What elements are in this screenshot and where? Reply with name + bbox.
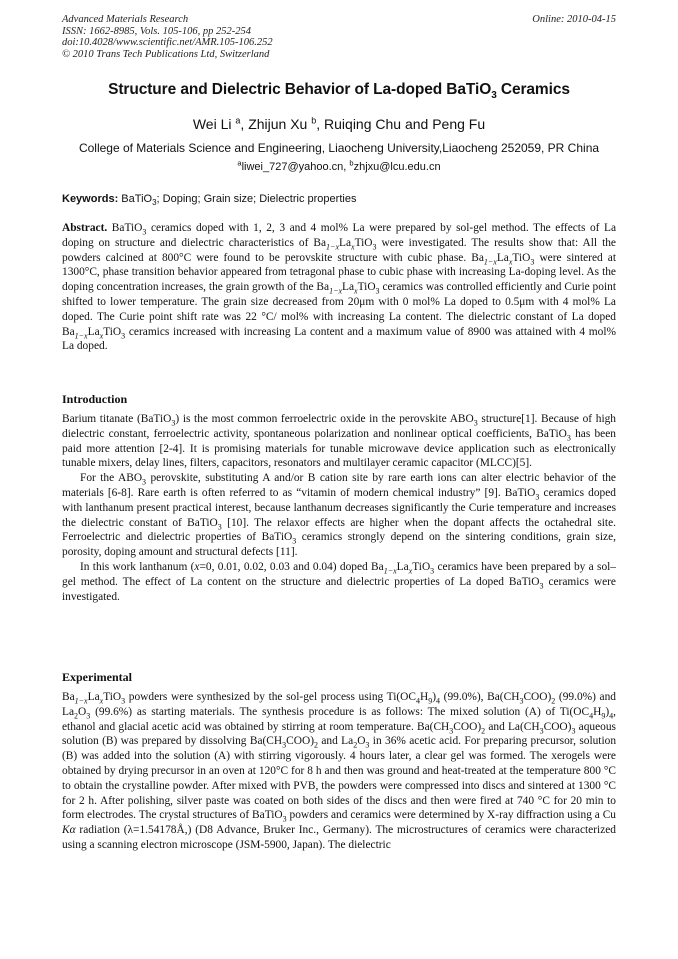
experimental-section <box>62 690 616 853</box>
section-heading-experimental: Experimental <box>62 670 132 684</box>
issn-line: ISSN: 1662-8985, Vols. 105-106, pp 252-254 <box>62 25 251 37</box>
experimental-paragraph: $Ba_{1-x}La_xTiO_3$ powders were synthesized by the sol-gel process using $Ti(OC_4H_9)_4$ (99.0%), $Ba(CH_3COO)_2$ (99.0%) and $La_2O_3$ (99.6%) as starting materials. The synthesis procedure is as follows: The mixed solution (A) of $Ti(OC_4H_9)_4$, ethanol and glacial acetic acid was obtained by stirring at room temperature. $Ba(CH_3COO)_2$ and $La(CH_3COO)_3$ aqueous solution (B) was prepared by dissolving $Ba(CH_3COO)_2$ and $La_2O_3$ in 36% acetic acid. For preparing precursor, solution (B) was added into the solution (A) with stirring vigorously. 4 hours later, a clear gel was formed. The xerogels were obtained by drying precursor in an oven at 120°C for 8 h and then was ground and heat-treated at the temperature 800 °C to obtain the crystalline powder. After mixed with PVB, the powders were compressed into discs and sintered at 1300 °C for 2 h. After polishing, silver paste was coated on both sides of the discs and then were fired at 740 °C for 20 min to form electrodes. The crystal structures of BaTiO$_3$ powders and ceramics were determined by X-ray diffraction using a Cu Kα radiation (λ=1.54178Å,) (D8 Advance, Bruker Inc., Germany). The microstructures of ceramics were characterized using a scanning electron microscope (JSM-5900, Japan). The dielectric <box>62 691 617 851</box>
author-2: Zhijun Xu <box>248 116 308 132</box>
affiliation: College of Materials Science and Engineering, Liaocheng University,Liaocheng 252059, PR China <box>78 141 600 155</box>
online-date: Online: 2010-04-15 <box>532 14 616 25</box>
section-heading-introduction: Introduction <box>62 392 128 406</box>
author-1: Wei Li <box>192 116 232 132</box>
email-b: zhjxu@lcu.edu.cn <box>353 161 441 173</box>
intro-paragraph-3: In this work lanthanum (x=0, 0.01, 0.02, 0.03 and 0.04) doped $Ba_{1-x}La_xTiO_3$ ceramics have been prepared by a sol–gel method. The effect of La content on the structure and dielectric properties of La doped BaTiO$_3$ ceramics were investigated. <box>62 560 616 603</box>
intro-paragraph-2: For the $ABO_3$ perovskite, substituting A and/or B cation site by rare earth ions can alter electric behavior of the materials [6-8]. Rare earth is often referred to as “vitamin of modern chemical industry” [9]. BaTiO$_3$ ceramics doped with lanthanum present practical interest, because lanthanum decreases significantly the Curie temperature and increases the dielectric constant of BaTiO$_3$ [10]. The relaxor effects are higher when the dopant affects the octahedral site. Ferroelectric and dielectric properties of BaTiO$_3$ ceramics strongly depend on the sintering conditions, grain size, porosity, doping amount and structural defects [11]. <box>62 472 616 559</box>
email-a: liwei_727@yahoo.cn <box>241 161 344 173</box>
keywords: Keywords: BaTiO$_3$; Doping; Grain size; Dielectric properties <box>62 193 357 208</box>
abstract-label: Abstract. <box>62 222 108 234</box>
doi-line: doi:10.4028/www.scientific.net/AMR.105-106.252 <box>62 37 273 48</box>
introduction-section <box>62 412 616 604</box>
email-line: $^a$liwei_727@yahoo.cn, $^b$zhjxu@lcu.edu.cn <box>237 158 441 173</box>
journal-header <box>62 14 616 60</box>
author-list: Wei Li $^a$, Zhijun Xu $^b$, Ruiqing Chu and Peng Fu <box>192 115 486 132</box>
paper-title: Structure and Dielectric Behavior of La-doped BaTiO$_3$ Ceramics <box>108 81 570 102</box>
abstract: Abstract. BaTiO$_3$ ceramics doped with 1, 2, 3 and 4 mol% La were prepared by sol-gel method. The effects of La doping on structure and dielectric characteristics of $Ba_{1-x}La_xTiO_3$ were investigated. The results show that: All the powders calcined at 800°C were found to be perovskite structure with cubic phase. $Ba_{1-x}La_xTiO_3$ were sintered at 1300°C, phase transition behavior appeared from tetragonal phase to cubic phase with increasing La-doping level. As the doping concentration increases, the grain growth of the $Ba_{1-x}La_xTiO_3$ ceramics was controlled efficiently and Curie point shifted to lower temperature. The grain size decreased from 20μm with 0 mol% La doped to 0.5μm with 4 mol% La doped. The Curie point shift rate was 22 °C/ mol% with increasing La content. The dielectric constant of La doped $Ba_{1-x}La_xTiO_3$ ceramics increased with increasing La content and a maximum value of 8900 was attained with 4 mol% La doped. <box>62 222 616 353</box>
copyright-line: © 2010 Trans Tech Publications Ltd, Switzerland <box>62 48 270 60</box>
journal-name: Advanced Materials Research <box>62 14 189 25</box>
intro-paragraph-1: Barium titanate (BaTiO$_3$) is the most common ferroelectric oxide in the perovskite $ABO_3$ structure[1]. Because of high dielectric constant, ferroelectric activity, spontaneous polarization and nonlinear optical coefficients, BaTiO$_3$ has been paid more attention [2-4]. It is promising materials for tunable microwave device application such as electronically tunable mixers, delay lines, filters, capacitors, resonators and multilayer ceramic capacitor (MLCC)[5]. <box>62 413 616 470</box>
